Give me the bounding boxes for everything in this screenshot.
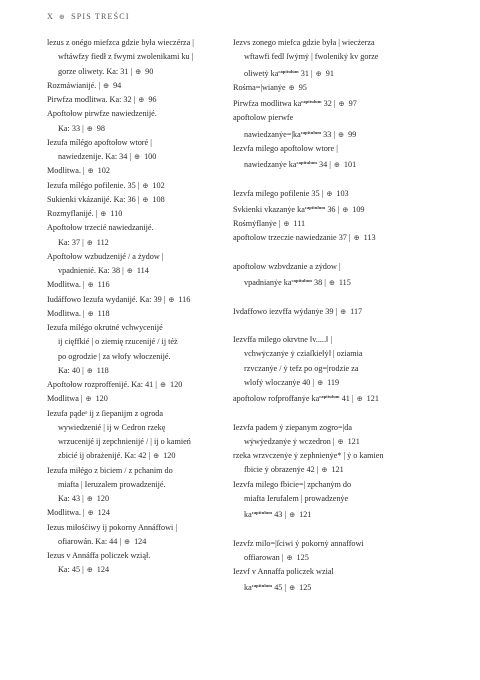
ornament-icon: ⊕ xyxy=(140,194,151,204)
entry-text: Iezvfa padem ẏ ziepanym zogro=|da xyxy=(233,422,353,432)
ornament-icon: ⊕ xyxy=(58,13,67,21)
capitulum-abbrev: capitulum xyxy=(291,278,312,283)
entry-text: wlofẏ wloczanẏe 40 | xyxy=(244,377,315,387)
page-number: 124 xyxy=(97,508,110,518)
entry-text: Rośma=|wianẏe xyxy=(233,82,286,92)
page-number: 114 xyxy=(136,266,149,275)
toc-line xyxy=(233,50,430,64)
toc-line xyxy=(47,535,244,549)
toc-line xyxy=(47,150,244,164)
ornament-icon: ⊕ xyxy=(85,308,96,318)
toc-line xyxy=(47,93,244,107)
entry-text: rzeka wrzvczenẏe ẏ zephnienẏe* | ẏ o kamien xyxy=(233,451,384,460)
toc-entry xyxy=(47,278,244,292)
toc-entry xyxy=(233,449,430,478)
page-number: 119 xyxy=(327,377,340,387)
toc-entry xyxy=(233,565,430,596)
entry-text: Svkienki vkazanẏe ka xyxy=(233,204,305,214)
entry-text: Modlitwa. | xyxy=(47,308,85,318)
entry-text: vpadnienié. Ka: 38 | xyxy=(58,266,124,275)
toc-entry xyxy=(47,36,244,79)
entry-chapter: 34 | xyxy=(316,160,331,169)
toc-entry xyxy=(47,321,244,378)
entry-gap xyxy=(233,406,430,420)
ornament-icon: ⊕ xyxy=(122,536,133,546)
entry-chapter: 36 | xyxy=(325,204,340,214)
page-number: 120 xyxy=(163,451,176,461)
toc-entry xyxy=(47,193,244,207)
entry-text: Ka: 43 | xyxy=(58,494,84,503)
entry-text: Iezus v Annáffa policzek wziął. xyxy=(47,551,151,560)
toc-line xyxy=(47,122,244,136)
toc-entry xyxy=(47,250,244,279)
page-number: 101 xyxy=(343,160,357,169)
toc-line xyxy=(233,95,430,111)
toc-line xyxy=(47,193,244,207)
toc-line xyxy=(47,250,244,264)
entry-text: vchwẏczanẏe ẏ cziaſkie‖ẏ‖ | oziamia xyxy=(244,349,363,359)
page-number: 121 xyxy=(331,465,344,475)
entry-text: Iezufa mílégo apoftołow wtoré | xyxy=(47,137,152,147)
toc-entry xyxy=(233,142,430,173)
ornament-icon: ⊕ xyxy=(85,508,96,518)
entry-text: Modlitwa. | xyxy=(47,166,85,176)
entry-chapter: 43 | xyxy=(272,510,287,519)
toc-line xyxy=(47,179,244,193)
toc-entry xyxy=(47,293,244,307)
entry-text: Iudáffowo Iezufa wydanijé. Ka: 39 | xyxy=(47,294,166,304)
entry-text: oliwetẏ ka xyxy=(244,68,279,78)
page-number: 97 xyxy=(348,99,357,108)
toc-entry xyxy=(233,81,430,95)
entry-text: Iezvfa milego apoftolow wtore | xyxy=(233,143,338,153)
toc-entry xyxy=(47,378,244,392)
toc-entry xyxy=(233,421,430,450)
entry-text: Modlitwa. | xyxy=(47,280,85,290)
page-number: 120 xyxy=(96,494,110,503)
toc-line xyxy=(47,563,244,577)
entry-text: Rozmyflanijé. | xyxy=(47,209,98,218)
entry-text: ka xyxy=(244,510,252,519)
page-number: 115 xyxy=(338,278,351,287)
page-number: 91 xyxy=(325,68,334,78)
page-number: 120 xyxy=(170,380,183,389)
ornament-icon: ⊕ xyxy=(85,280,96,290)
entry-gap xyxy=(233,290,430,304)
entry-text: zbicié ij obrażenijé. Ka: 42 | xyxy=(58,451,151,461)
entry-chapter: 32 | xyxy=(321,99,336,108)
page-number: 96 xyxy=(148,95,157,104)
toc-line xyxy=(233,435,430,449)
capitulum-abbrev: capitulum xyxy=(251,510,273,515)
ornament-icon: ⊕ xyxy=(335,436,346,446)
capitulum-abbrev: capitulum xyxy=(300,129,322,135)
toc-line xyxy=(233,390,430,406)
toc-entry xyxy=(47,407,244,464)
entry-text: apoftolow rofproffanẏe ka xyxy=(233,394,320,403)
toc-line xyxy=(47,321,244,335)
page-number: 118 xyxy=(96,365,109,375)
toc-line xyxy=(47,549,244,563)
toc-line xyxy=(47,79,244,93)
toc-line xyxy=(47,350,244,364)
entry-text: Iezufa pądeᵒ ij z ſiepanijm z ogroda xyxy=(47,408,164,418)
page-number: 113 xyxy=(363,233,376,243)
capitulum-abbrev: capitulum xyxy=(278,68,299,74)
toc-line xyxy=(47,492,244,506)
entry-text: wftawfi fedl ſwẏmẏ | fwolenikẏ kv gorze xyxy=(244,52,379,62)
page-number: 125 xyxy=(296,552,309,562)
capitulum-abbrev: capitulum xyxy=(301,99,322,104)
toc-entry xyxy=(233,478,430,523)
toc-line xyxy=(233,449,430,463)
toc-entry xyxy=(47,549,244,578)
page-number: 124 xyxy=(96,565,110,575)
entry-gap xyxy=(233,172,430,186)
page-number: 121 xyxy=(299,510,312,519)
page-number: 110 xyxy=(110,209,123,218)
page-number: 108 xyxy=(152,194,165,204)
toc-entry xyxy=(47,136,244,165)
ornament-icon: ⊕ xyxy=(166,294,177,304)
toc-line xyxy=(47,236,244,250)
entry-text: Iezvfz milo=|ſciwi ẏ pokornẏ annaffowi xyxy=(233,538,364,548)
ornament-icon: ⊕ xyxy=(101,80,112,90)
entry-text: Ka: 45 | xyxy=(58,565,84,575)
entry-text: Apoftołow wzbudzenijé / a żydow | xyxy=(47,251,164,261)
page-number: 121 xyxy=(347,436,360,446)
page-number: 111 xyxy=(293,219,306,228)
ornament-icon: ⊕ xyxy=(336,99,347,108)
entry-text: wftáwfzy fiedł z fwymi zwolenikami ku | xyxy=(58,52,194,62)
page-number: 118 xyxy=(97,308,110,318)
toc-line xyxy=(233,36,430,50)
ornament-icon: ⊕ xyxy=(354,394,365,403)
entry-text: Apoftołow trzecié nawiedzanijé. xyxy=(47,223,154,233)
entry-text: Pirwfza modlitwa. Ka: 32 | xyxy=(47,95,136,104)
entry-text: nawiedzanẏe ka xyxy=(244,160,297,169)
entry-gap xyxy=(233,522,430,536)
toc-entry xyxy=(47,179,244,193)
page-number: 120 xyxy=(95,394,108,404)
page-number: 94 xyxy=(113,80,122,90)
ornament-icon: ⊕ xyxy=(284,552,295,562)
toc-entry xyxy=(47,464,244,507)
ornament-icon: ⊕ xyxy=(157,380,168,389)
entry-text: rzvczanẏe / ẏ tefz po og=|rodzie za xyxy=(244,363,359,373)
entry-text: Iezufa mílégo okrutné vchwycenijé xyxy=(47,323,163,332)
entry-gap xyxy=(233,246,430,260)
ornament-icon: ⊕ xyxy=(331,160,342,169)
toc-line xyxy=(233,579,430,595)
page-number: 102 xyxy=(97,166,110,176)
toc-entry xyxy=(47,221,244,250)
entry-text: Rośmẏflanẏe | xyxy=(233,219,281,228)
ornament-icon: ⊕ xyxy=(85,166,96,176)
ornament-icon: ⊕ xyxy=(84,565,95,575)
ornament-icon: ⊕ xyxy=(84,123,95,133)
toc-line xyxy=(233,156,430,172)
toc-line xyxy=(47,435,244,449)
page-number: 90 xyxy=(145,66,154,76)
toc-line xyxy=(47,407,244,421)
toc-line xyxy=(233,492,430,506)
entry-text: Rozmáwianijé. | xyxy=(47,80,101,90)
toc-line xyxy=(47,164,244,178)
entry-text: apoftolow pierwfe xyxy=(233,113,294,123)
entry-text: Sukienki vkázanijé. Ka: 36 | xyxy=(47,194,140,204)
ornament-icon: ⊕ xyxy=(287,583,298,593)
toc-entry xyxy=(233,95,430,111)
page-number: 100 xyxy=(144,152,157,161)
entry-text: Pirwfza modlitwa ka xyxy=(233,99,302,108)
toc-line xyxy=(47,521,244,535)
toc-line xyxy=(47,421,244,435)
toc-line xyxy=(233,231,430,245)
toc-line xyxy=(233,305,430,319)
toc-line xyxy=(233,142,430,156)
entry-text: po ogrodzie | za włofy włoczenijé. xyxy=(58,351,171,361)
toc-line xyxy=(47,506,244,520)
page-number: 125 xyxy=(299,583,312,593)
toc-line xyxy=(47,464,244,478)
toc-line xyxy=(233,274,430,290)
toc-entry xyxy=(47,506,244,520)
right-column-manuscript xyxy=(233,36,430,596)
toc-line xyxy=(47,293,244,307)
ornament-icon: ⊕ xyxy=(286,82,297,92)
page-number: 116 xyxy=(178,294,191,304)
page-number: 109 xyxy=(352,204,365,214)
entry-text: miafta Ierufalem | prowadzenẏe xyxy=(244,493,349,503)
entry-text: lezus z onégo miefzca gdzie była wieczérza | xyxy=(47,38,194,47)
ornament-icon: ⊕ xyxy=(98,209,109,218)
entry-gap xyxy=(233,319,430,333)
ornament-icon: ⊕ xyxy=(287,510,298,519)
toc-entry xyxy=(47,107,244,136)
entry-text: Modlitwa. | xyxy=(47,508,85,518)
toc-line xyxy=(233,506,430,522)
running-header xyxy=(47,12,130,21)
toc-line xyxy=(47,392,244,406)
toc-line xyxy=(233,565,430,579)
toc-entry xyxy=(233,537,430,566)
toc-line xyxy=(233,362,430,376)
toc-line xyxy=(233,347,430,361)
page-number: 121 xyxy=(366,394,379,403)
page-number: 98 xyxy=(96,123,105,133)
toc-line xyxy=(233,126,430,142)
toc-line xyxy=(47,278,244,292)
left-column-old-print xyxy=(47,36,244,578)
toc-entry xyxy=(47,93,244,107)
toc-line xyxy=(47,65,244,79)
toc-entry xyxy=(233,217,430,231)
ornament-icon: ⊕ xyxy=(133,66,144,76)
entry-text: Iezvffa milego okrvtne ‖v.....‖ | xyxy=(233,335,332,344)
entry-text: ka xyxy=(244,583,252,593)
entry-text: ij cięffkié | o ziemię rzucenijé / ij téż xyxy=(58,337,178,347)
page-number: 117 xyxy=(350,306,363,316)
toc-entry xyxy=(47,79,244,93)
toc-line xyxy=(47,50,244,64)
capitulum-abbrev: capitulum xyxy=(251,583,273,589)
entry-chapter: 45 | xyxy=(272,583,287,593)
toc-entry xyxy=(233,36,430,81)
toc-line xyxy=(47,221,244,235)
entry-text: nawiedzenije. Ka: 34 | xyxy=(58,152,132,161)
entry-text: wẏwẏedzanẏe ẏ wczedron | xyxy=(244,436,335,446)
ornament-icon: ⊕ xyxy=(140,180,151,190)
ornament-icon: ⊕ xyxy=(313,68,324,78)
toc-line xyxy=(233,65,430,81)
entry-text: wywiedzenié | ij w Cedron rzekę xyxy=(58,422,166,432)
toc-line xyxy=(233,217,430,231)
toc-line xyxy=(47,264,244,278)
toc-line xyxy=(233,537,430,551)
toc-line xyxy=(47,335,244,349)
ornament-icon: ⊕ xyxy=(319,465,330,475)
entry-text: miafta | Ieruzalem prowadzenijé. xyxy=(58,479,166,489)
toc-line xyxy=(47,449,244,463)
capitulum-abbrev: capitulum xyxy=(304,204,326,210)
entry-text: Ka: 40 | xyxy=(58,365,84,375)
toc-entry xyxy=(233,111,430,142)
toc-line xyxy=(233,421,430,435)
toc-entry xyxy=(233,201,430,217)
entry-text: Iezvfa milego pofilenie 35 | xyxy=(233,188,324,198)
toc-entry xyxy=(47,307,244,321)
toc-entry xyxy=(47,207,244,221)
entry-chapter: 33 | xyxy=(321,129,336,139)
toc-line xyxy=(233,81,430,95)
ornament-icon: ⊕ xyxy=(336,129,347,139)
entry-chapter: 31 | xyxy=(298,68,313,78)
toc-line xyxy=(233,260,430,274)
entry-text: Ka: 37 | xyxy=(58,237,84,247)
entry-text: Iezvf v Annaffa policzek wzial xyxy=(233,567,334,576)
ornament-icon: ⊕ xyxy=(132,152,143,161)
entry-text: gorze oliwety. Ka: 31 | xyxy=(58,66,133,76)
ornament-icon: ⊕ xyxy=(124,266,135,275)
entry-text: Iezufa miłégo z biciem / z pchanim do xyxy=(47,465,173,475)
page-number: 102 xyxy=(152,180,165,190)
entry-text: Iezus miłośćiwy ij pokorny Annáffowi | xyxy=(47,522,177,532)
page-number: 112 xyxy=(96,237,109,247)
page-numeral: X xyxy=(47,12,54,21)
toc-line xyxy=(233,551,430,565)
ornament-icon: ⊕ xyxy=(281,219,292,228)
ornament-icon: ⊕ xyxy=(151,451,162,461)
ornament-icon: ⊕ xyxy=(340,204,351,214)
toc-entry xyxy=(47,521,244,550)
toc-line xyxy=(47,136,244,150)
entry-text: apoftolow wzbvdzanie a zẏdow | xyxy=(233,261,341,271)
toc-entry xyxy=(233,305,430,319)
toc-line xyxy=(47,378,244,392)
entry-text: Apoftołow rozproffenijé. Ka: 41 | xyxy=(47,380,157,389)
entry-text: Iezvfa milego fbicie=| zpchanẏm do xyxy=(233,479,352,489)
toc-entry xyxy=(47,164,244,178)
toc-line xyxy=(233,333,430,347)
toc-line xyxy=(47,478,244,492)
entry-text: Ka: 33 | xyxy=(58,123,84,133)
entry-chapter: 41 | xyxy=(339,394,354,403)
entry-text: ofiarowán. Ka: 44 | xyxy=(58,536,122,546)
toc-line xyxy=(233,463,430,477)
toc-entry xyxy=(233,231,430,245)
entry-text: Ivdaffowo iezvffa wẏdanẏe 39 | xyxy=(233,306,338,316)
entry-text: vpadnianẏe ka xyxy=(244,278,292,287)
capitulum-abbrev: capitulum xyxy=(319,394,340,399)
ornament-icon: ⊕ xyxy=(351,233,362,243)
toc-line xyxy=(233,478,430,492)
entry-text: offiarowan | xyxy=(244,552,284,562)
page-number: 99 xyxy=(348,129,357,139)
ornament-icon: ⊕ xyxy=(338,306,349,316)
ornament-icon: ⊕ xyxy=(84,237,95,247)
page-number: 95 xyxy=(298,82,307,92)
entry-chapter: 38 | xyxy=(311,278,326,287)
ornament-icon: ⊕ xyxy=(84,494,95,503)
toc-entry xyxy=(47,392,244,406)
entry-text: Iezufa mílégo pofilenie. 35 | xyxy=(47,180,140,190)
toc-entry xyxy=(233,333,430,390)
entry-text: fbicie ẏ obrazenẏe 42 | xyxy=(244,465,319,475)
ornament-icon: ⊕ xyxy=(136,95,147,104)
toc-line xyxy=(47,207,244,221)
toc-line xyxy=(47,36,244,50)
toc-line xyxy=(233,111,430,125)
entry-text: nawiedzanẏe=|ka xyxy=(244,129,301,139)
toc-entry xyxy=(233,390,430,406)
toc-line xyxy=(47,364,244,378)
page-number: 103 xyxy=(336,188,349,198)
entry-text: Modlitwa | xyxy=(47,394,83,404)
page-number: 124 xyxy=(134,536,147,546)
ornament-icon: ⊕ xyxy=(83,394,94,404)
page-number: 116 xyxy=(97,280,110,290)
entry-text: Iezvs zonego miefca gdzie była | wiecżerza xyxy=(233,38,375,47)
capitulum-abbrev: capitulum xyxy=(296,160,317,165)
toc-entry xyxy=(233,187,430,201)
toc-line xyxy=(47,107,244,121)
entry-text: Apoftołow pirwfze nawiedzenijé. xyxy=(47,109,157,119)
toc-line xyxy=(233,187,430,201)
toc-line xyxy=(233,201,430,217)
ornament-icon: ⊕ xyxy=(315,377,326,387)
entry-text: apoftolow trzeczie nawiedzanie 37 | xyxy=(233,233,351,243)
header-title: SPIS TREŚCI xyxy=(71,12,130,21)
toc-entry xyxy=(233,260,430,291)
toc-line xyxy=(233,376,430,390)
toc-line xyxy=(47,307,244,321)
ornament-icon: ⊕ xyxy=(324,188,335,198)
ornament-icon: ⊕ xyxy=(84,365,95,375)
ornament-icon: ⊕ xyxy=(326,278,337,287)
entry-text: wrzucenijé ij zepchnienijé / | ij o kamień xyxy=(58,437,191,446)
